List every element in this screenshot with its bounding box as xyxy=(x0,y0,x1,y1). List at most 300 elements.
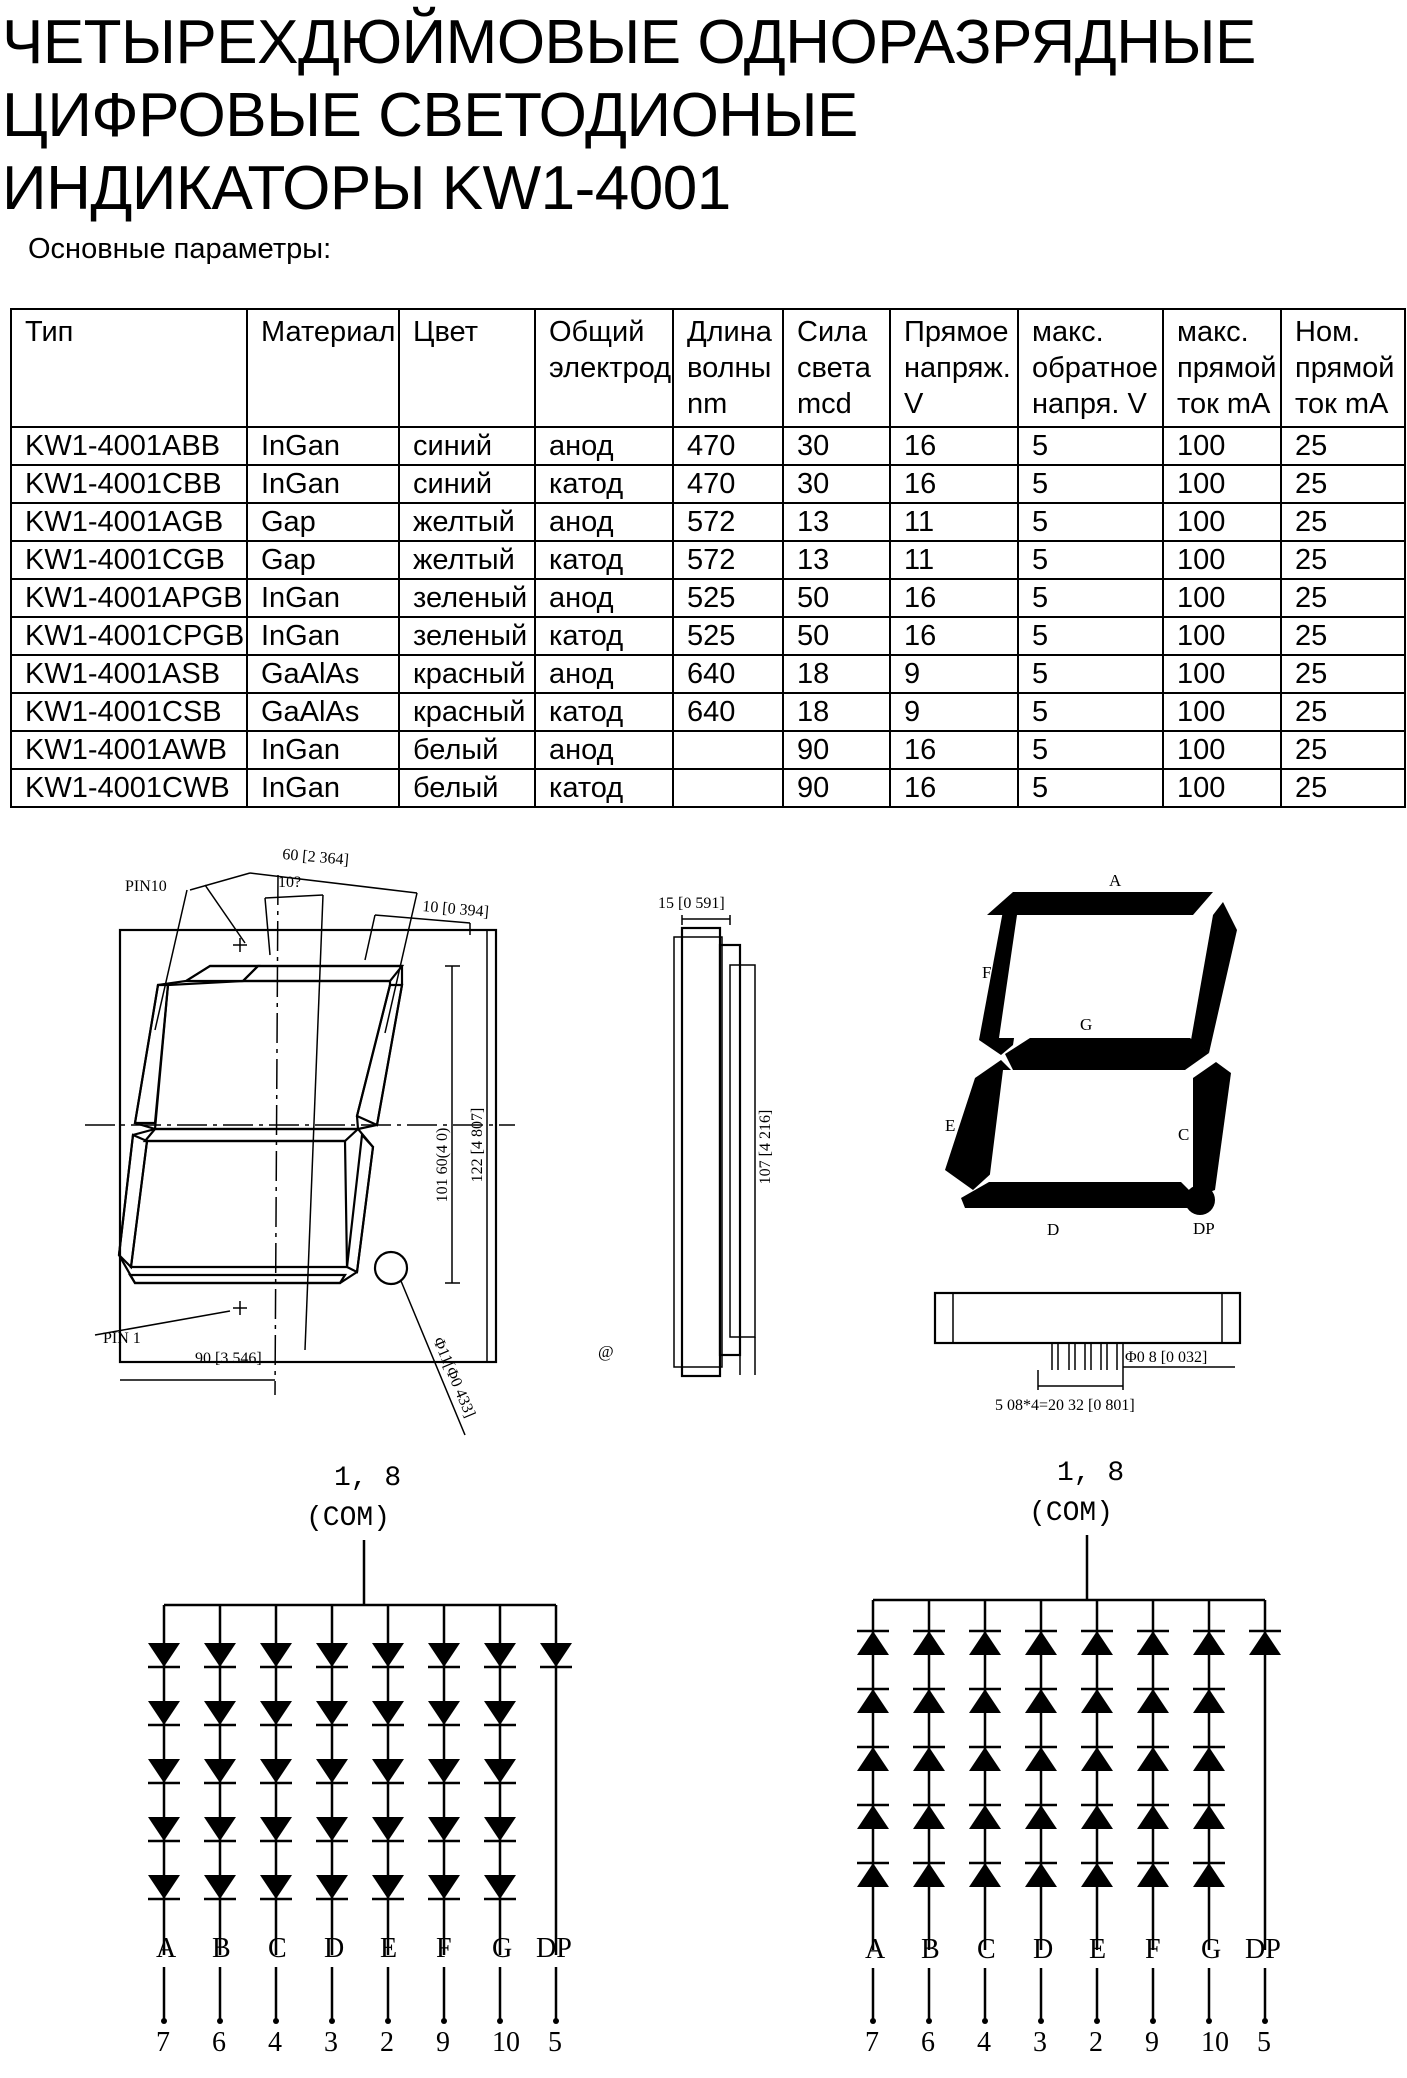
document-title xyxy=(2,6,1256,225)
table-row xyxy=(11,541,1405,579)
table-cell: 11 xyxy=(890,503,1018,541)
table-header-cell xyxy=(783,309,890,427)
table-cell: InGan xyxy=(247,769,399,807)
table-cell: 16 xyxy=(890,427,1018,465)
segment-label-f: F xyxy=(982,963,992,982)
pin-number: 4 xyxy=(977,2027,991,2058)
segment-label: DP xyxy=(536,1933,572,1964)
table-cell: 30 xyxy=(783,427,890,465)
diode-symbol xyxy=(857,1863,889,1887)
table-cell: 5 xyxy=(1018,731,1163,769)
table-header-cell xyxy=(535,309,673,427)
table-cell: 572 xyxy=(673,503,783,541)
table-cell: 100 xyxy=(1163,503,1281,541)
table-cell: 18 xyxy=(783,693,890,731)
table-cell: 5 xyxy=(1018,427,1163,465)
diode-symbol xyxy=(148,1643,180,1667)
diode-symbol xyxy=(913,1631,945,1655)
table-cell: InGan xyxy=(247,579,399,617)
diode-symbol xyxy=(969,1747,1001,1771)
diode-symbol xyxy=(857,1747,889,1771)
diode-symbol xyxy=(857,1805,889,1829)
diode-symbol xyxy=(857,1689,889,1713)
front-dimension-drawing xyxy=(95,835,545,1455)
table-cell: 5 xyxy=(1018,541,1163,579)
diode-symbol xyxy=(204,1701,236,1725)
table-cell: 30 xyxy=(783,465,890,503)
table-cell: 470 xyxy=(673,427,783,465)
diode-symbol xyxy=(1137,1805,1169,1829)
pin-dot xyxy=(553,2018,559,2024)
pin-number: 4 xyxy=(268,2027,282,2058)
pin-dot xyxy=(497,2018,503,2024)
header-line: напряж. xyxy=(904,352,1011,384)
table-cell: 25 xyxy=(1281,541,1405,579)
table-cell: 90 xyxy=(783,769,890,807)
header-line: Прямое xyxy=(904,316,1009,348)
pin-dot xyxy=(329,2018,335,2024)
diode-symbol xyxy=(1081,1805,1113,1829)
pin-number: 5 xyxy=(1257,2027,1271,2058)
table-cell: 25 xyxy=(1281,503,1405,541)
table-cell: KW1-4001CSB xyxy=(11,693,247,731)
table-cell: Gap xyxy=(247,541,399,579)
diode-symbol xyxy=(484,1759,516,1783)
title-line-2: ЦИФРОВЫЕ СВЕТОДИОНЫЕ xyxy=(2,81,858,150)
table-cell: 100 xyxy=(1163,731,1281,769)
pin-dot xyxy=(982,2018,988,2024)
table-cell: 25 xyxy=(1281,579,1405,617)
table-cell: катод xyxy=(535,465,673,503)
segment-label: A xyxy=(156,1933,177,1964)
header-line: mcd xyxy=(797,388,852,420)
table-cell: катод xyxy=(535,769,673,807)
side-mark: @ xyxy=(598,1342,614,1361)
table-cell: GaAlAs xyxy=(247,655,399,693)
table-cell xyxy=(673,769,783,807)
diode-symbol xyxy=(148,1701,180,1725)
header-line: напря. V xyxy=(1032,388,1147,420)
table-cell: 5 xyxy=(1018,655,1163,693)
pin-number: 5 xyxy=(548,2027,562,2058)
diode-symbol xyxy=(913,1747,945,1771)
table-cell: 25 xyxy=(1281,693,1405,731)
segment-label-g: G xyxy=(1080,1015,1093,1034)
table-cell: 25 xyxy=(1281,427,1405,465)
pin-dot xyxy=(1206,2018,1212,2024)
segment-label: B xyxy=(921,1934,940,1965)
table-cell: InGan xyxy=(247,465,399,503)
table-cell: KW1-4001CPGB xyxy=(11,617,247,655)
diode-symbol xyxy=(484,1643,516,1667)
segment-label: F xyxy=(1145,1934,1161,1965)
title-line-1: ЧЕТЫРЕХДЮЙМОВЫЕ ОДНОРАЗРЯДНЫЕ xyxy=(2,8,1256,77)
diode-symbol xyxy=(428,1701,460,1725)
diode-symbol xyxy=(316,1875,348,1899)
header-line: света xyxy=(797,352,871,384)
pin-dot xyxy=(385,2018,391,2024)
side-view-drawing xyxy=(590,885,790,1375)
dp-segment xyxy=(1185,1185,1215,1215)
table-header-cell xyxy=(11,309,247,427)
segment-label: D xyxy=(1033,1934,1054,1965)
table-cell: катод xyxy=(535,617,673,655)
diode-symbol xyxy=(428,1643,460,1667)
table-cell: 5 xyxy=(1018,465,1163,503)
header-line: Ном. xyxy=(1295,316,1361,348)
table-cell: 100 xyxy=(1163,541,1281,579)
table-cell: 5 xyxy=(1018,617,1163,655)
pin-number: 7 xyxy=(865,2027,879,2058)
pin-number: 3 xyxy=(1033,2027,1047,2058)
table-cell: 100 xyxy=(1163,655,1281,693)
parameters-table xyxy=(10,308,1406,808)
diode-symbol xyxy=(260,1875,292,1899)
diode-symbol xyxy=(428,1875,460,1899)
header-line: ток mA xyxy=(1295,388,1389,420)
table-cell: анод xyxy=(535,579,673,617)
segment-label: B xyxy=(212,1933,231,1964)
schematic-common-cathode xyxy=(843,1450,1343,2070)
table-cell: 100 xyxy=(1163,617,1281,655)
header-line: V xyxy=(904,388,924,420)
table-cell: анод xyxy=(535,503,673,541)
pin-dot xyxy=(1150,2018,1156,2024)
segment-label: C xyxy=(977,1934,996,1965)
diode-symbol xyxy=(484,1817,516,1841)
table-cell: 25 xyxy=(1281,617,1405,655)
dim-digit-height: 101 60(4 0) xyxy=(434,1127,451,1203)
pin-number: 2 xyxy=(380,2027,394,2058)
diode-symbol xyxy=(372,1875,404,1899)
diode-symbol xyxy=(1137,1863,1169,1887)
table-body xyxy=(11,427,1405,807)
header-line: nm xyxy=(687,388,728,420)
table-row xyxy=(11,693,1405,731)
pin-number: 7 xyxy=(156,2027,170,2058)
schematic-common-anode xyxy=(120,1455,620,2075)
table-cell: 11 xyxy=(890,541,1018,579)
table-cell: InGan xyxy=(247,617,399,655)
diode-symbol xyxy=(148,1817,180,1841)
header-line: прямой xyxy=(1177,352,1277,384)
table-cell: желтый xyxy=(399,541,535,579)
header-line: макс. xyxy=(1032,316,1104,348)
diode-symbol xyxy=(1137,1631,1169,1655)
table-cell: 50 xyxy=(783,579,890,617)
table-cell: KW1-4001CWB xyxy=(11,769,247,807)
diode-symbol xyxy=(1193,1689,1225,1713)
diode-symbol xyxy=(969,1689,1001,1713)
table-cell: KW1-4001CGB xyxy=(11,541,247,579)
segment-label-a: A xyxy=(1109,871,1122,890)
segment-label: E xyxy=(380,1933,398,1964)
diode-symbol xyxy=(857,1631,889,1655)
table-cell: 9 xyxy=(890,693,1018,731)
diode-symbol xyxy=(316,1643,348,1667)
table-cell: InGan xyxy=(247,427,399,465)
segment-label-dp: DP xyxy=(1193,1219,1215,1238)
common-pins-label: 1, 8 xyxy=(1057,1458,1125,1489)
pin-dot xyxy=(217,2018,223,2024)
dim-angle: 10? xyxy=(278,874,302,891)
header-line: Длина xyxy=(687,316,772,348)
header-line: макс. xyxy=(1177,316,1249,348)
segment-label: F xyxy=(436,1933,452,1964)
table-cell: анод xyxy=(535,427,673,465)
table-cell: зеленый xyxy=(399,617,535,655)
pin-number: 10 xyxy=(492,2027,520,2058)
table-cell: анод xyxy=(535,731,673,769)
table-cell: 640 xyxy=(673,693,783,731)
segment-label-c: C xyxy=(1178,1125,1190,1144)
diode-symbol xyxy=(372,1643,404,1667)
table-cell xyxy=(673,731,783,769)
pin1-label: PIN 1 xyxy=(103,1330,141,1347)
diode-symbol xyxy=(148,1875,180,1899)
table-cell: 100 xyxy=(1163,769,1281,807)
table-cell: зеленый xyxy=(399,579,535,617)
diode-symbol xyxy=(372,1759,404,1783)
table-header-cell xyxy=(1163,309,1281,427)
diode-symbol xyxy=(969,1631,1001,1655)
diode-symbol xyxy=(540,1643,572,1667)
dim-segment-width: 10 [0 394] xyxy=(421,898,490,921)
pin-dot xyxy=(870,2018,876,2024)
diode-symbol xyxy=(260,1817,292,1841)
table-cell: катод xyxy=(535,541,673,579)
diode-symbol xyxy=(260,1701,292,1725)
title-line-3: ИНДИКАТОРЫ KW1-4001 xyxy=(2,154,731,223)
diode-symbol xyxy=(1249,1631,1281,1655)
table-cell: 18 xyxy=(783,655,890,693)
pin-dot xyxy=(441,2018,447,2024)
diode-symbol xyxy=(1081,1689,1113,1713)
pin-number: 9 xyxy=(436,2027,450,2058)
pin-number: 3 xyxy=(324,2027,338,2058)
table-cell: 90 xyxy=(783,731,890,769)
table-cell: 16 xyxy=(890,617,1018,655)
pin-number: 10 xyxy=(1201,2027,1229,2058)
table-cell: желтый xyxy=(399,503,535,541)
header-line: обратное xyxy=(1032,352,1158,384)
pin-number: 6 xyxy=(921,2027,935,2058)
dim-total-height: 122 [4 807] xyxy=(469,1107,486,1183)
table-cell: анод xyxy=(535,655,673,693)
dim-depth: 15 [0 591] xyxy=(658,895,725,912)
diode-symbol xyxy=(1137,1689,1169,1713)
diode-symbol xyxy=(484,1701,516,1725)
diode-symbol xyxy=(913,1805,945,1829)
diode-symbol xyxy=(1081,1863,1113,1887)
table-cell: GaAlAs xyxy=(247,693,399,731)
pin-dot xyxy=(273,2018,279,2024)
table-row xyxy=(11,427,1405,465)
diode-symbol xyxy=(316,1701,348,1725)
table-header-cell xyxy=(890,309,1018,427)
diode-symbol xyxy=(1081,1631,1113,1655)
table-cell: красный xyxy=(399,693,535,731)
table-cell: 25 xyxy=(1281,731,1405,769)
table-cell: 16 xyxy=(890,769,1018,807)
diode-symbol xyxy=(428,1759,460,1783)
diode-symbol xyxy=(372,1817,404,1841)
table-cell: KW1-4001CBB xyxy=(11,465,247,503)
segment-diagram xyxy=(945,870,1245,1240)
table-cell: 572 xyxy=(673,541,783,579)
common-pins-label: 1, 8 xyxy=(334,1463,402,1494)
dim-dp-diameter: Φ11[Φ0 433] xyxy=(429,1334,479,1421)
table-row xyxy=(11,579,1405,617)
table-header-cell xyxy=(1018,309,1163,427)
diode-symbol xyxy=(1025,1631,1057,1655)
table-cell: 16 xyxy=(890,465,1018,503)
table-row xyxy=(11,731,1405,769)
table-cell: 100 xyxy=(1163,427,1281,465)
diode-symbol xyxy=(969,1805,1001,1829)
diode-symbol xyxy=(1193,1631,1225,1655)
pin-dot xyxy=(1094,2018,1100,2024)
header-line: Тип xyxy=(25,316,74,348)
table-cell: 470 xyxy=(673,465,783,503)
segment-label: DP xyxy=(1245,1934,1281,1965)
table-cell: KW1-4001AGB xyxy=(11,503,247,541)
table-cell: KW1-4001APGB xyxy=(11,579,247,617)
diode-symbol xyxy=(316,1817,348,1841)
table-cell: 13 xyxy=(783,503,890,541)
section-subtitle: Основные параметры: xyxy=(28,233,332,265)
diode-symbol xyxy=(1193,1747,1225,1771)
pin-number: 6 xyxy=(212,2027,226,2058)
diode-symbol xyxy=(1193,1863,1225,1887)
segment-label: G xyxy=(1201,1934,1222,1965)
common-label: (COM) xyxy=(306,1503,391,1534)
segment-label-e: E xyxy=(945,1116,956,1135)
segment-label: E xyxy=(1089,1934,1107,1965)
pin-dot xyxy=(1038,2018,1044,2024)
table-cell: 25 xyxy=(1281,465,1405,503)
table-cell: KW1-4001ABB xyxy=(11,427,247,465)
table-cell: 25 xyxy=(1281,655,1405,693)
table-cell: 25 xyxy=(1281,769,1405,807)
segment-label: G xyxy=(492,1933,513,1964)
pin-number: 2 xyxy=(1089,2027,1103,2058)
segment-label: C xyxy=(268,1933,287,1964)
pin10-label: PIN10 xyxy=(125,878,167,895)
diode-symbol xyxy=(1025,1689,1057,1713)
diode-symbol xyxy=(204,1817,236,1841)
table-cell: 16 xyxy=(890,579,1018,617)
table-cell: 5 xyxy=(1018,693,1163,731)
dim-width-bottom: 90 [3 546] xyxy=(195,1350,262,1367)
segment-label-b: B xyxy=(1207,970,1219,989)
diode-symbol xyxy=(204,1759,236,1783)
table-cell: синий xyxy=(399,465,535,503)
diode-symbol xyxy=(316,1759,348,1783)
table-cell: 100 xyxy=(1163,579,1281,617)
table-cell: 100 xyxy=(1163,465,1281,503)
header-line: Материал xyxy=(261,316,396,348)
diode-symbol xyxy=(969,1863,1001,1887)
table-header-cell xyxy=(1281,309,1405,427)
dim-height: 107 [4 216] xyxy=(757,1109,774,1185)
header-line: прямой xyxy=(1295,352,1395,384)
table-header-cell xyxy=(399,309,535,427)
diode-symbol xyxy=(148,1759,180,1783)
pin-dot xyxy=(1262,2018,1268,2024)
table-cell: InGan xyxy=(247,731,399,769)
table-cell: белый xyxy=(399,731,535,769)
diode-symbol xyxy=(204,1643,236,1667)
table-cell: 525 xyxy=(673,617,783,655)
header-line: ток mA xyxy=(1177,388,1271,420)
pin-number: 9 xyxy=(1145,2027,1159,2058)
diode-symbol xyxy=(260,1643,292,1667)
diode-symbol xyxy=(913,1689,945,1713)
table-cell: 16 xyxy=(890,731,1018,769)
header-line: электрод xyxy=(549,352,672,384)
table-cell: 525 xyxy=(673,579,783,617)
table-cell: 640 xyxy=(673,655,783,693)
diode-symbol xyxy=(1025,1805,1057,1829)
diode-symbol xyxy=(1137,1747,1169,1771)
table-cell: 13 xyxy=(783,541,890,579)
table-cell: 5 xyxy=(1018,503,1163,541)
table-cell: Gap xyxy=(247,503,399,541)
diode-symbol xyxy=(913,1863,945,1887)
diode-symbol xyxy=(1025,1863,1057,1887)
diode-symbol xyxy=(428,1817,460,1841)
dim-pin-diameter: Φ0 8 [0 032] xyxy=(1125,1349,1208,1366)
table-cell: KW1-4001ASB xyxy=(11,655,247,693)
pin-dot xyxy=(926,2018,932,2024)
segment-label: D xyxy=(324,1933,345,1964)
table-cell: 9 xyxy=(890,655,1018,693)
diode-symbol xyxy=(1081,1747,1113,1771)
table-header-cell xyxy=(673,309,783,427)
pin-dot xyxy=(161,2018,167,2024)
header-line: Цвет xyxy=(413,316,478,348)
common-label: (COM) xyxy=(1029,1498,1114,1529)
table-cell: 100 xyxy=(1163,693,1281,731)
segment-label-d: D xyxy=(1047,1220,1060,1239)
table-header-cell xyxy=(247,309,399,427)
table-row xyxy=(11,655,1405,693)
diode-symbol xyxy=(1025,1747,1057,1771)
dim-pin-pitch: 5 08*4=20 32 [0 801] xyxy=(995,1397,1135,1414)
table-cell: красный xyxy=(399,655,535,693)
table-cell: 5 xyxy=(1018,579,1163,617)
header-line: волны xyxy=(687,352,772,384)
table-row xyxy=(11,503,1405,541)
diode-symbol xyxy=(484,1875,516,1899)
table-cell: катод xyxy=(535,693,673,731)
table-cell: 5 xyxy=(1018,769,1163,807)
table-cell: KW1-4001AWB xyxy=(11,731,247,769)
diode-symbol xyxy=(204,1875,236,1899)
diode-symbol xyxy=(1193,1805,1225,1829)
pin-drawing xyxy=(925,1290,1245,1420)
table-row xyxy=(11,465,1405,503)
diode-symbol xyxy=(372,1701,404,1725)
table-header-row xyxy=(11,309,1405,427)
dim-width-top: 60 [2 364] xyxy=(281,846,350,869)
table-row xyxy=(11,769,1405,807)
table-cell: синий xyxy=(399,427,535,465)
header-line: Общий xyxy=(549,316,645,348)
dp-outline xyxy=(375,1252,407,1284)
table-cell: белый xyxy=(399,769,535,807)
